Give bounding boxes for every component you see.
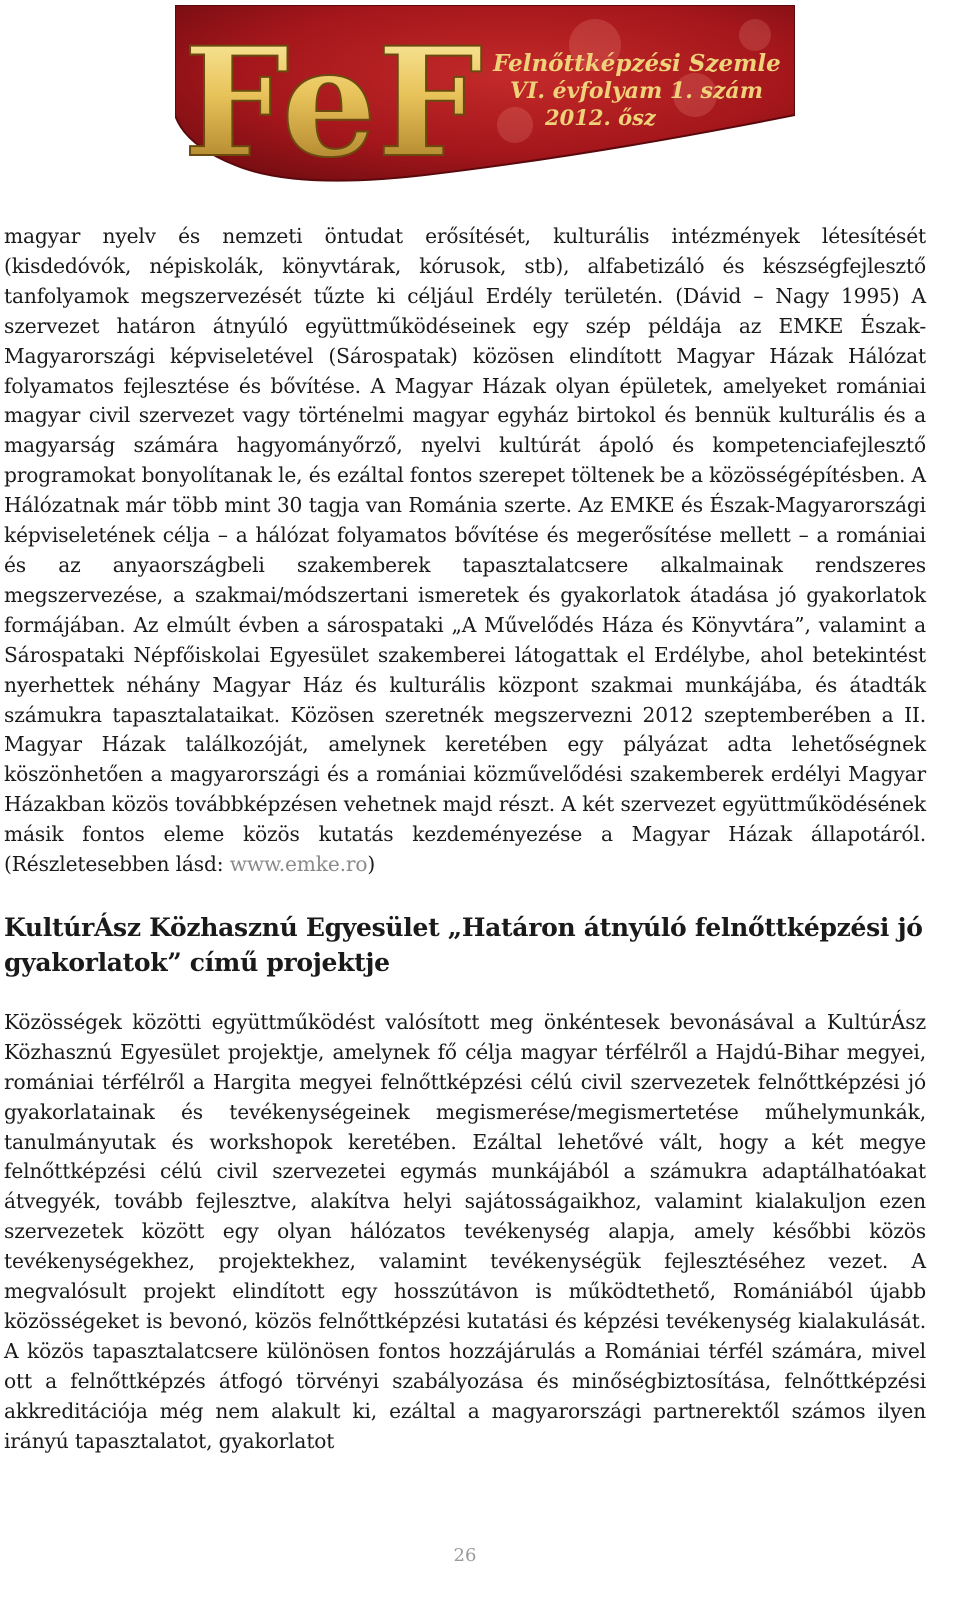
page-number: 26 [453, 1545, 477, 1566]
article-body [4, 222, 926, 1457]
paragraph-kulturasz: Közösségek közötti együttműködést valósított meg önkéntesek bevonásával a KultúrÁsz Közhasznú Egyesület projektje, amelynek fő célja magyar térfélről a Hajdú-Bihar megyei, romániai térfélről a Hargita megyei felnőttképzési célú civil szervezetek felnőttképzési jó gyakorlatainak és tevékenységeinek megismerése/megismertetése műhelymunkák, tanulmányutak és workshopok keretében. Ezáltal lehetővé vált, hogy a két megye felnőttképzési célú civil szervezetei egymás munkájából a számukra adaptálhatóakat átvegyék, tovább fejlesztve, alakítva helyi sajátosságaikhoz, valamint kialakuljon ezen szervezetek között egy olyan hálózatos tevékenység alapja, amely későbbi közös tevékenységekhez, projektekhez, valamint tevékenységük fejlesztéséhez vezet. A megvalósult projekt elindított egy hosszútávon is működtethető, Romániából újabb közösségeket is bevonó, közös felnőttképzési kutatási és képzési tevékenység kialakulását. A közös tapasztalatcsere különösen fontos hozzájárulás a Romániai térfél számára, mivel ott a felnőttképzés átfogó törvényi szabályozása és minőségbiztosítása, felnőttképzési akkreditációja még nem alakult ki, ezáltal a magyarországi partnerektől számos ilyen irányú tapasztalatot, gyakorlatot [4, 1009, 926, 1453]
emke-link[interactable]: www.emke.ro [229, 852, 368, 877]
paragraph-emke [4, 222, 926, 880]
section-heading: KultúrÁsz Közhasznú Egyesület „Határon átnyúló felnőttképzési jó gyakorlatok” című projektje [4, 912, 923, 977]
paragraph-emke-text: magyar nyelv és nemzeti öntudat erősítését, kulturális intézmények létesítését (kisdedóvók, népiskolák, könyvtárak, kórusok, stb), alfabetizáló és készségfejlesztő tanfolyamok megszervezését tűzte ki céljául Erdély területén. (Dávid – Nagy 1995) A szervezet határon átnyúló együttműködéseinek egy szép példája az EMKE Észak-Magyarországi képviseletével (Sárospatak) közösen elindított Magyar Házak Hálózat folyamatos fejlesztése és bővítése. A Magyar Házak olyan épületek, amelyeket romániai magyar civil szervezet vagy történelmi magyar egyház birtokol és bennük kulturális és a magyarság számára hagyományőrző, nyelvi kultúrát ápoló és kompetenciafejlesztő programokat bonyolítanak le, és ezáltal fontos szerepet töltenek be a közösségépítésben. A Hálózatnak már több mint 30 tagja van Románia szerte. Az EMKE és Észak-Magyarországi képviseletének célja – a hálózat folyamatos bővítése és megerősítése mellett – a romániai és az anyaországbeli szakemberek tapasztalatcsere alkalmainak rendszeres megszervezése, a szakmai/módszertani ismeretek és gyakorlatok átadása jó gyakorlatok formájában. Az elmúlt évben a sárospataki „A Művelődés Háza és Könyvtára”, valamint a Sárospataki Népfőiskolai Egyesület szakemberei látogattak el Erdélybe, ahol betekintést nyerhettek néhány Magyar Ház és kulturális központ szakmai munkájába, és átadták számukra tapasztalataikat. Közösen szeretnék megszervezni 2012 szeptemberében a II. Magyar Házak találkozóját, amelynek keretében egy pályázat adta lehetőségnek köszönhetően a magyarországi és a romániai közművelődési szakemberek erdélyi Magyar Házakban közös továbbképzésen vehetnek majd részt. A két szervezet együttműködésének másik fontos eleme közös kutatás kezdeményezése a Magyar Házak állapotáról. (Részletesebben lásd: [4, 224, 926, 877]
masthead-issue-date: 2012. ősz [545, 105, 656, 130]
masthead-journal-title: Felnőttképzési Szemle [493, 50, 781, 77]
journal-masthead [175, 5, 795, 193]
masthead-banner [175, 5, 795, 193]
masthead-volume: VI. évfolyam 1. szám [510, 78, 763, 104]
paragraph-emke-close: ) [367, 852, 376, 877]
logo-fef: FeF [183, 15, 484, 191]
